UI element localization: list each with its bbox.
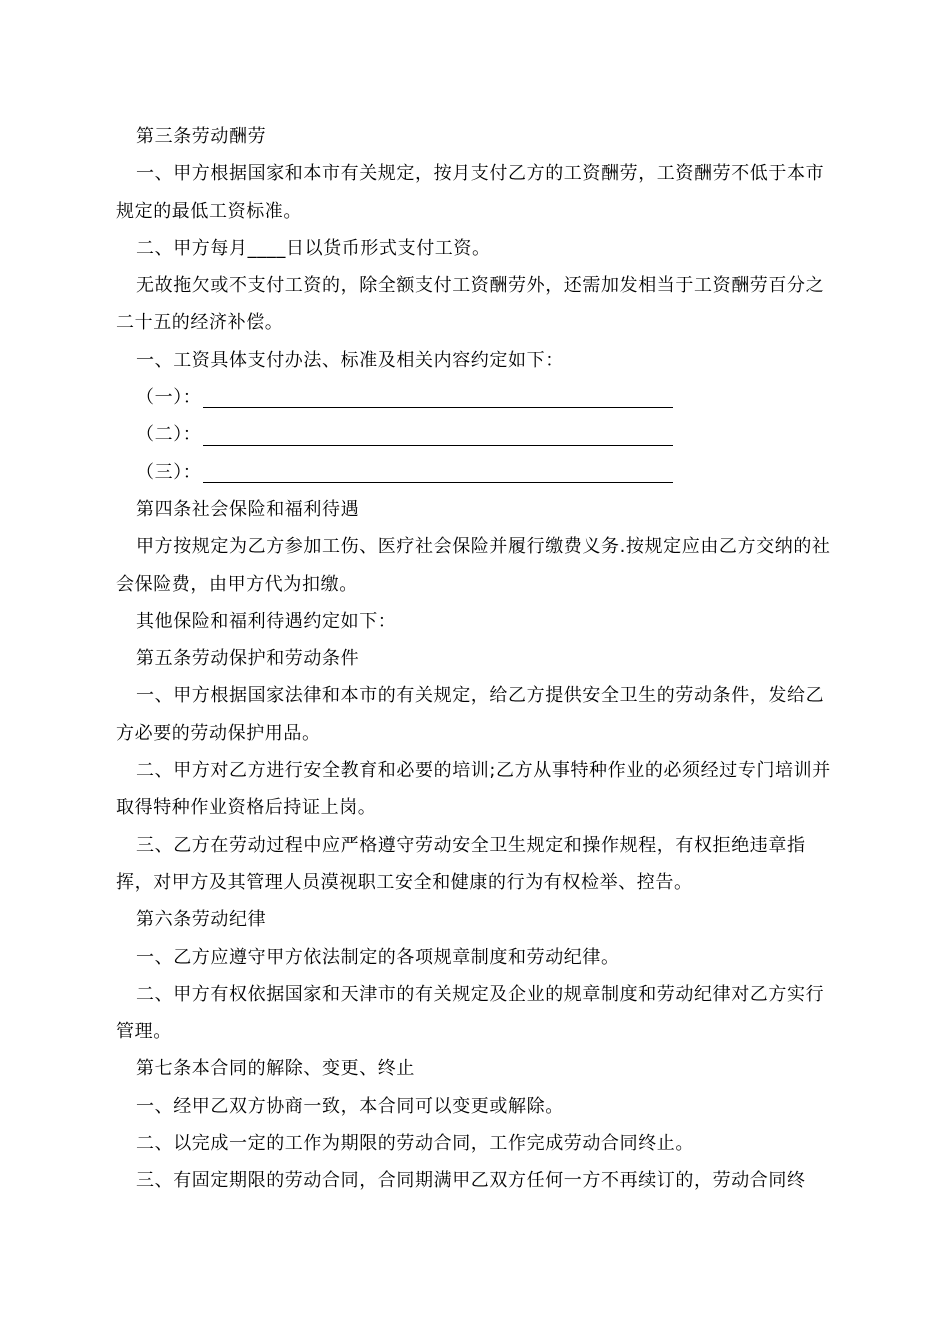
paragraph: 甲方按规定为乙方参加工伤、医疗社会保险并履行缴费义务.按规定应由乙方交纳的社会保险费，由甲方代为扣缴。 bbox=[116, 536, 831, 595]
paragraph: 一、乙方应遵守甲方依法制定的各项规章制度和劳动纪律。 bbox=[136, 946, 620, 968]
paragraph: 三、有固定期限的劳动合同，合同期满甲乙双方任何一方不再续订的，劳动合同终 bbox=[136, 1170, 806, 1192]
fill-in-line-2 bbox=[116, 416, 836, 453]
fill-in-line-3 bbox=[116, 454, 836, 491]
section-heading-article-4: 第四条社会保险和福利待遇 bbox=[136, 498, 360, 520]
fill-in-blank[interactable] bbox=[203, 421, 673, 446]
paragraph: 一、甲方根据国家和本市有关规定，按月支付乙方的工资酬劳，工资酬劳不低于本市规定的最低工资标准。 bbox=[116, 163, 825, 222]
paragraph: 二、甲方对乙方进行安全教育和必要的培训;乙方从事特种作业的必须经过专门培训并取得特种作业资格后持证上岗。 bbox=[116, 760, 831, 819]
paragraph: 二、以完成一定的工作为期限的劳动合同，工作完成劳动合同终止。 bbox=[136, 1133, 694, 1155]
paragraph: 其他保险和福利待遇约定如下： bbox=[136, 610, 397, 632]
fill-in-label: （二）： bbox=[136, 424, 202, 446]
paragraph: 二、甲方有权依据国家和天津市的有关规定及企业的规章制度和劳动纪律对乙方实行管理。 bbox=[116, 983, 825, 1043]
section-heading-article-6: 第六条劳动纪律 bbox=[136, 909, 267, 931]
fill-in-label: （一）： bbox=[136, 387, 202, 409]
section-heading-article-5: 第五条劳动保护和劳动条件 bbox=[136, 648, 360, 670]
contract-body bbox=[116, 118, 836, 1200]
fill-in-line-1 bbox=[116, 379, 836, 416]
fill-in-label: （三）： bbox=[136, 461, 202, 483]
paragraph: 一、工资具体支付办法、标准及相关内容约定如下： bbox=[136, 349, 564, 371]
section-heading-article-7: 第七条本合同的解除、变更、终止 bbox=[136, 1058, 415, 1080]
paragraph: 一、经甲乙双方协商一致，本合同可以变更或解除。 bbox=[136, 1095, 564, 1117]
section-heading-article-3: 第三条劳动酬劳 bbox=[136, 126, 267, 147]
fill-in-blank[interactable] bbox=[203, 383, 673, 408]
paragraph: 无故拖欠或不支付工资的，除全额支付工资酬劳外，还需加发相当于工资酬劳百分之二十五的经济补偿。 bbox=[116, 275, 825, 334]
paragraph: 一、甲方根据国家法律和本市的有关规定，给乙方提供安全卫生的劳动条件，发给乙方必要的劳动保护用品。 bbox=[116, 685, 825, 744]
fill-in-blank[interactable] bbox=[203, 458, 673, 483]
paragraph: 二、甲方每月____日以货币形式支付工资。 bbox=[136, 237, 491, 259]
paragraph: 三、乙方在劳动过程中应严格遵守劳动安全卫生规定和操作规程，有权拒绝违章指挥，对甲方及其管理人员漠视职工安全和健康的行为有权检举、控告。 bbox=[116, 834, 806, 893]
